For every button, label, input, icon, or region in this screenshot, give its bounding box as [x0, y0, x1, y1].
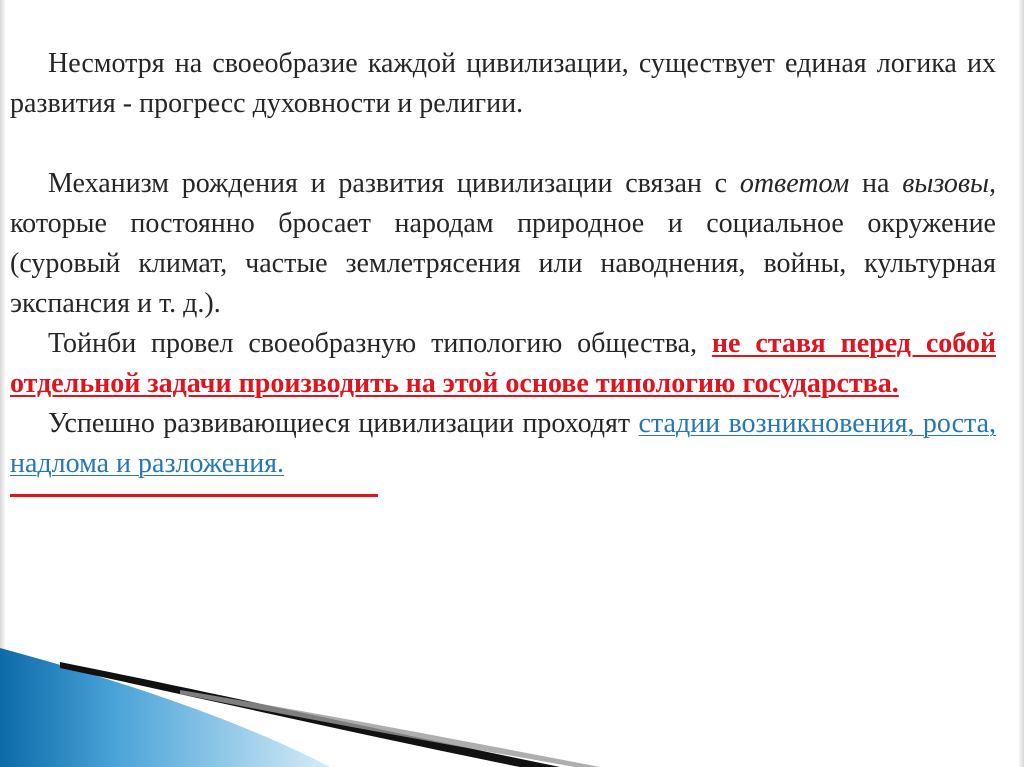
paragraph-2-after: которые постоянно бросает народам природное и социальное окружение (суровый климат, частые землетрясения или наводнения, войны, культурная экспансия и т. д.).	[10, 208, 996, 319]
paragraph-2-middle: на	[849, 168, 903, 199]
paragraph-2-before: Механизм рождения и развития цивилизации связан с	[48, 168, 740, 199]
paragraph-3-before: Тойнби провел своеобразную типологию общества,	[48, 328, 712, 359]
term-challenges: вызовы,	[902, 168, 996, 199]
paragraph-4-before: Успешно развивающиеся цивилизации проходят	[48, 408, 639, 439]
stages-link[interactable]: стадии возникновения, роста, надлома и разложения.	[10, 408, 996, 479]
term-response: ответом	[739, 168, 850, 199]
paragraph-1-text: Несмотря на своеобразие каждой цивилизации, существует единая логика их развития - прогресс духовности и религии.	[10, 48, 996, 119]
highlighted-statement: не ставя перед собой отдельной задачи производить на этой основе типологию государства.	[10, 328, 997, 399]
